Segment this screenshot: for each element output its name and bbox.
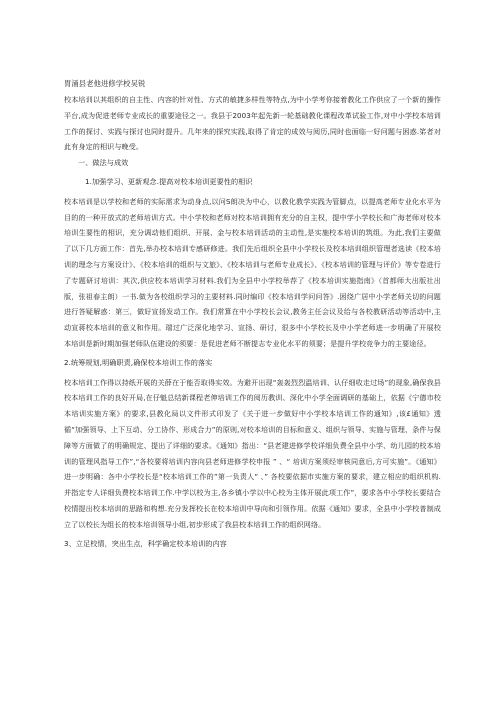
subheading-2: 2.统筹规划,明确职责,确保校本培训工作的落实 [64,357,213,367]
document-page [64,76,441,551]
document-title: 胃涌县老他进修学校吴锐 [64,79,146,88]
subheading-1: 1.加强学习、更新观念.提高对校本培训更要性的相识 [85,176,253,186]
body-paragraph-2: 校本培训工作得以持纸开展的关薛在于能否取得实效。为避开出现“轰轰烈烈温培训、认仔细收走过场”的现象,确保我县校本培训工作的良好开局,在仔魁总结新课程老伸培训工作的阅历教训、深化中小学全面调研的基础上，依据《宁德市校本培训实施方案》的要求,县教化局以文件形式印发了《关于进一步做好中小学校本培训工作的通知》,该£通知》透循“加强领导、上下互动、分工协作、形成合力”的原则,对校本培训的目标和意义、组织与领导、实施与管理、条件与保障等方面做了的明确规定、提出了详细的要求。《通知》指出：“县老建进修学校详细负费全县中小学、幼儿园的校本培训的管理风指导工作”,“各校要将培训内容向县老师进修学校申报 ” 、“ 培训方案须经审核同意后,方可实施”。《通知》进一步明确：各中小学校长是“校本培训工作的”第一负责人” 、” 各校要依据市实施方案的要求，建立相应的组织机构.并指定专人详细负费校本培训工作.中学以校为主,各乡镇小学以中心校为主体开展此项工作”，要求各中小学校长要结合校情提出校本培训的思路和构想.充分发挥校长在校本培训中导向和引领作用。依据《通知》要求，全县中小学校普制成立了以校长为组长的校本培训领导小组,初步形成了我县校本培训工作的组织网络。 [64,377,441,529]
section-heading-1: 一、做法与成效 [78,158,129,168]
intro-paragraph: 校本培训以其组织的自主性、内容的针对性、方式的敏捷多样性等特点,为中小学考你接着教化工作供应了一个新的操作平台,成为促进老师专业成长的重要途径之一。我县于2003年起先新一轮基础教化课程改革试验工作,对中小学校本培训工作的探讨、实践与探讨也同时提升。几年来的探究实践,取得了肯定的成效与阅历,同时也面临一好问题与困惑.笫者对此有身定的相识与晚受。 [64,95,441,152]
subheading-3: 3、立足校情，突出生点，科学确定校本培训的内容 [64,538,227,548]
body-paragraph-1: 校本培训是以学校和老师的实际需求为动身点,以问S朗决为中心，以教化教学实践为管脚点，以提高老师专业化水平为目的的一种开放式的老师培训方式。中小学校和老师对校本培训拥有充分的自主权，提中学小学校长和广海老师对校本培训生要性的相识，充分调动他们组织、开展、金与校本培训活动的主动性,是实施校本培训的筑组。为此,我们主要做了以下几方面工作：首先,举办校本培训专感研修进。我们先后组织全县中小学校长及校本培训组织管理者选读《校本培训的理念与方案设计》、《校本培训的组织与文旅》、《校本培训与老师专业成长》、《校本培训的管理与评价》等专卷进行了专题研讨培训：其次,供应校本培训学习材料.我们为全县中小学校举荐了《校本培训实施指南》（首都师大出版社出版，张祖春主朗）一书.做为各校组织学习的主要材料.同时编印《校本培训学问问答》.困绕广居中小学老师关切的问题进行答疑解惑：第三，做好宣扬发动工作。我们常算在中小学校长会议,教务主任会议及给与各校教研活动等活动中,主动宣蒋校本培训的意义和作用。瑞过广泛深化地学习、宣扬、研讨，很多中小学校长及中小学老师进一步明确了开展校本培训是新时期加强老师队伍建设的须要：是促进老师不断提志专业化水平的须要；是提升学校竞争力的主要途径。 [64,196,441,348]
